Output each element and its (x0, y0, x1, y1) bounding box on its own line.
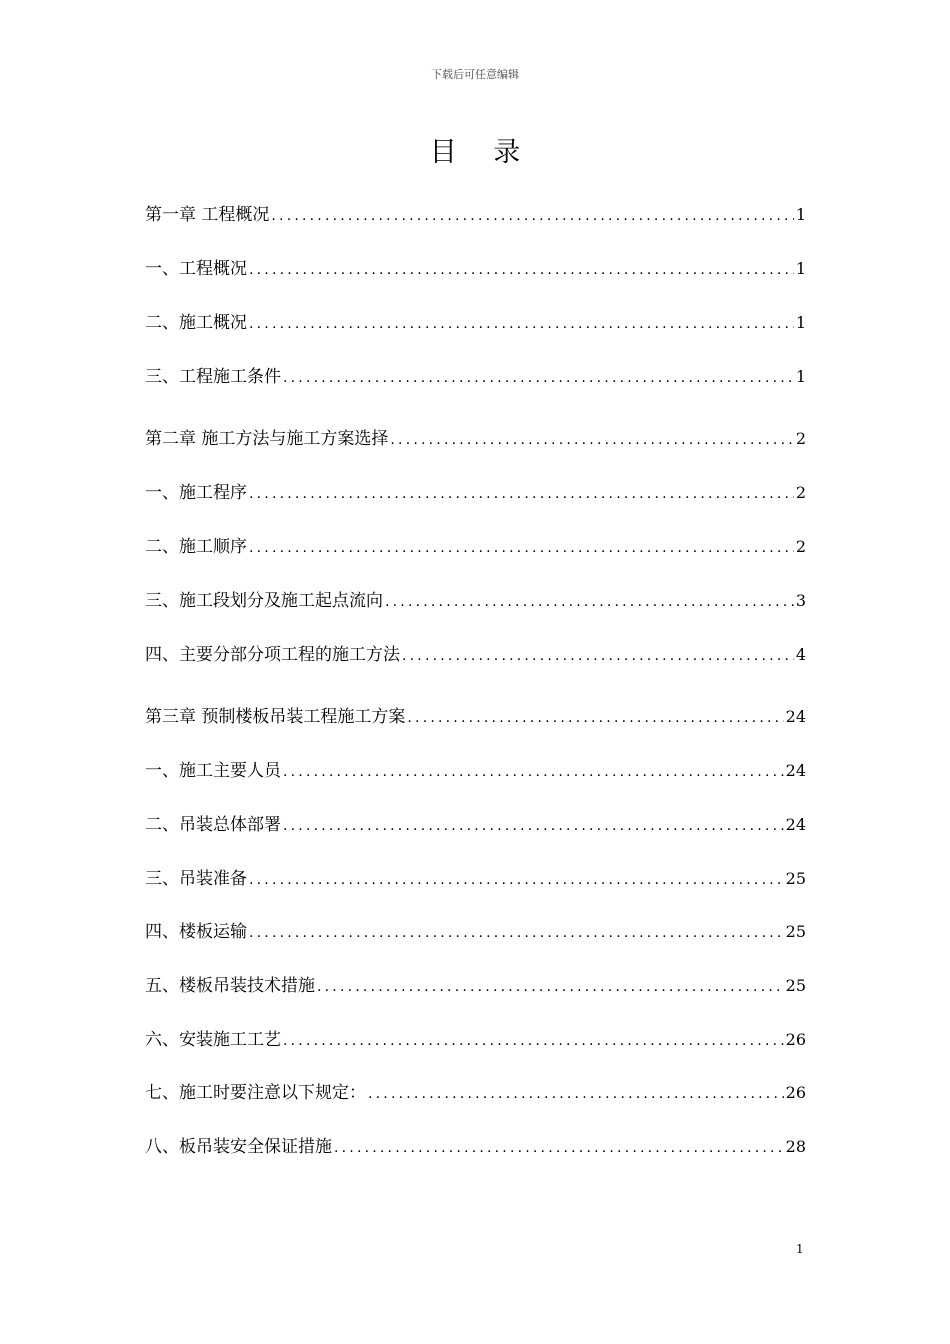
toc-dot-leader (390, 429, 793, 451)
toc-entry-label: 一、工程概况 (145, 259, 247, 279)
toc-dot-leader (271, 205, 793, 227)
toc-entry-1-3[interactable] (145, 366, 806, 389)
header-note: 下载后可任意编辑 (431, 68, 519, 81)
toc-entry-page: 2 (795, 483, 806, 502)
toc-entry-page: 2 (795, 429, 806, 448)
toc-entry-label: 一、施工程序 (145, 483, 247, 503)
toc-dot-leader (283, 761, 784, 783)
toc-entry-page: 2 (795, 537, 806, 556)
toc-entry-3-1[interactable] (145, 760, 806, 783)
toc-entry-page: 1 (795, 205, 806, 224)
toc-entry-label: 二、施工概况 (145, 313, 247, 333)
toc-entry-page: 1 (795, 313, 806, 332)
toc-entry-2-4[interactable] (145, 644, 806, 667)
toc-dot-leader (402, 645, 794, 667)
toc-entry-3-8[interactable] (145, 1136, 806, 1159)
toc-entry-3-7[interactable] (145, 1082, 806, 1105)
toc-entry-1-1[interactable] (145, 258, 806, 281)
toc-entry-label: 二、吊装总体部署 (145, 815, 281, 835)
toc-entry-page: 25 (785, 976, 806, 995)
toc-entry-page: 26 (785, 1083, 806, 1102)
toc-entry-1-2[interactable] (145, 312, 806, 335)
toc-dot-leader (249, 259, 794, 281)
toc-entry-label: 一、施工主要人员 (145, 761, 281, 781)
toc-entry-label: 三、施工段划分及施工起点流向 (145, 591, 383, 611)
toc-entry-label: 第三章 预制楼板吊装工程施工方案 (145, 707, 406, 727)
toc-dot-leader (385, 591, 794, 613)
toc-entry-label: 六、安装施工工艺 (145, 1030, 281, 1050)
toc-dot-leader (283, 367, 794, 389)
toc-entry-page: 1 (795, 259, 806, 278)
toc-dot-leader (249, 483, 794, 505)
toc-entry-2-2[interactable] (145, 536, 806, 559)
toc-dot-leader (249, 869, 784, 891)
toc-entry-label: 三、工程施工条件 (145, 367, 281, 387)
toc-entry-label: 七、施工时要注意以下规定： (145, 1083, 366, 1103)
toc-dot-leader (317, 976, 784, 998)
toc-dot-leader (283, 1030, 784, 1052)
toc-entry-page: 26 (785, 1030, 806, 1049)
toc-entry-page: 24 (785, 815, 806, 834)
page-title: 目 录 (429, 137, 535, 168)
toc-entry-page: 3 (795, 591, 806, 610)
toc-entry-3-6[interactable] (145, 1029, 806, 1052)
toc-entry-page: 25 (785, 869, 806, 888)
toc-dot-leader (249, 313, 794, 335)
toc-entry-label: 四、楼板运输 (145, 922, 247, 942)
toc-entry-3-4[interactable] (145, 921, 806, 944)
toc-entry-label: 第一章 工程概况 (145, 205, 270, 225)
toc-dot-leader (407, 707, 783, 729)
toc-dot-leader (334, 1137, 784, 1159)
toc-entry-2-1[interactable] (145, 482, 806, 505)
toc-entry-page: 24 (785, 707, 806, 726)
toc-entry-label: 第二章 施工方法与施工方案选择 (145, 429, 389, 449)
toc-dot-leader (283, 815, 784, 837)
footer-page-number: 1 (796, 1242, 804, 1256)
toc-entry-3-3[interactable] (145, 868, 806, 891)
toc-entry-label: 四、主要分部分项工程的施工方法 (145, 645, 400, 665)
toc-entry-page: 28 (785, 1137, 806, 1156)
toc-dot-leader (368, 1083, 784, 1105)
toc-entry-chapter-3[interactable] (145, 706, 806, 729)
toc-entry-2-3[interactable] (145, 590, 806, 613)
toc-entry-page: 1 (795, 367, 806, 386)
toc-entry-page: 24 (785, 761, 806, 780)
toc-entry-label: 八、板吊装安全保证措施 (145, 1137, 332, 1157)
toc-entry-3-5[interactable] (145, 975, 806, 998)
toc-entry-page: 25 (785, 922, 806, 941)
toc-dot-leader (249, 537, 794, 559)
toc-entry-label: 二、施工顺序 (145, 537, 247, 557)
toc-dot-leader (249, 922, 784, 944)
toc-entry-3-2[interactable] (145, 814, 806, 837)
toc-entry-chapter-1[interactable] (145, 204, 806, 227)
toc-entry-page: 4 (795, 645, 806, 664)
toc-entry-label: 三、吊装准备 (145, 869, 247, 889)
toc-entry-chapter-2[interactable] (145, 428, 806, 451)
toc-entry-label: 五、楼板吊装技术措施 (145, 976, 315, 996)
